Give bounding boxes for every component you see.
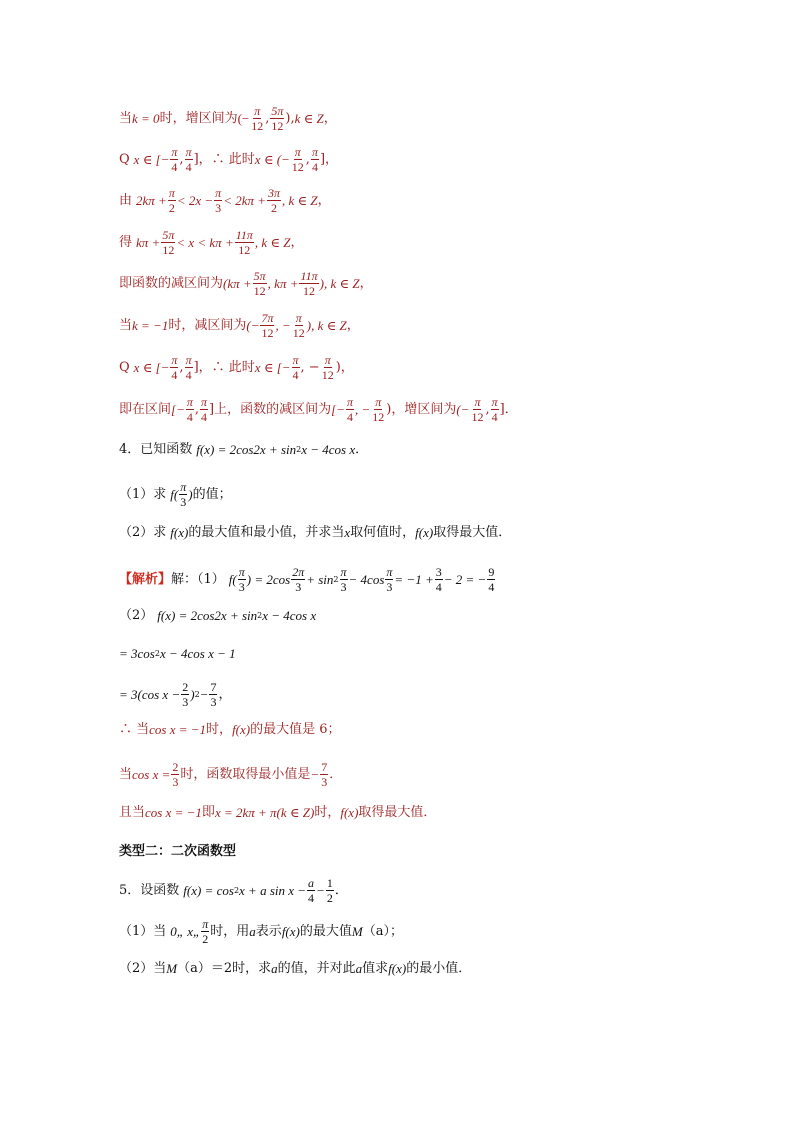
fraction: $\frac{\pi}{3}$ <box>238 565 245 594</box>
math: a <box>355 961 363 976</box>
text: ∴ 当 <box>119 722 150 737</box>
text: 即 <box>201 805 215 820</box>
solution-max <box>119 721 341 739</box>
heading-text: 类型二：二次函数型 <box>119 844 237 859</box>
question-5: 5．设函数 f(x) = cos 2 x + a sin x − $\frac{a}{4}$ − $\frac{1}{2}$ ． <box>119 876 348 905</box>
paren: ) <box>190 686 195 702</box>
text: 当 <box>119 317 133 333</box>
fraction: $\frac{\pi}{12}$ <box>372 395 385 424</box>
comma: , <box>194 401 200 417</box>
fraction: $\frac{\pi}{4}$ <box>292 353 299 382</box>
math-k-eq: k = 0 <box>132 110 160 126</box>
math: f(x) <box>232 722 251 737</box>
fraction: $\frac{3}{4}$ <box>435 565 442 594</box>
punct: ， <box>340 359 354 375</box>
punct: ． <box>329 766 343 782</box>
math: kπ + <box>136 234 161 250</box>
math: x ∈ [− <box>133 359 170 375</box>
text: 时，减区间为 <box>168 317 247 333</box>
fraction: $\frac{7}{3}$ <box>210 680 217 709</box>
math: [− <box>331 401 345 417</box>
solution-step-3: = 3cos 2 x − 4cos x − 1 <box>119 646 236 661</box>
fraction: $\frac{11\pi}{12}$ <box>235 228 253 257</box>
math: f(x) = cos <box>183 882 234 898</box>
text: ，∴ 此时 <box>198 151 255 167</box>
comma: , − <box>300 359 320 375</box>
text: 且当 <box>119 805 146 820</box>
text: 由 <box>119 192 133 208</box>
question-5-part-1 <box>119 918 403 945</box>
fraction: $\frac{\pi}{4}$ <box>171 145 178 174</box>
text: 取得最大值． <box>433 525 512 540</box>
line-domain-check-1 <box>119 146 338 173</box>
punct: ， <box>323 110 337 126</box>
fraction: $\frac{\pi}{2}$ <box>202 917 209 946</box>
fraction: $\frac{2\pi}{3}$ <box>292 565 305 594</box>
math: − <box>310 766 320 782</box>
text: ，∴ 此时 <box>198 359 255 375</box>
fraction: $\frac{\pi}{3}$ <box>215 186 222 215</box>
fraction: $\frac{9}{4}$ <box>488 565 495 594</box>
fraction: $\frac{\pi}{4}$ <box>311 145 318 174</box>
math: ) = 2cos <box>246 571 291 587</box>
comma: , <box>265 110 270 126</box>
math: k ∈ Z <box>294 110 324 126</box>
math: f( <box>228 571 237 587</box>
because-symbol: Q <box>119 151 130 167</box>
because-symbol: Q <box>119 359 130 375</box>
fraction: $\frac{5\pi}{12}$ <box>162 228 175 257</box>
solution-when-max <box>119 804 436 822</box>
fraction: $\frac{\pi}{4}$ <box>201 395 208 424</box>
math: x ∈ [− <box>133 151 170 167</box>
solution-step-4: = 3(cos x − $\frac{2}{3}$ ) 2 − $\frac{7}{3}$ ， <box>119 680 232 709</box>
fraction: $\frac{\pi}{4}$ <box>171 353 178 382</box>
question-number: 5．设函数 <box>119 882 180 898</box>
text: 时， <box>314 805 341 820</box>
punct: ， <box>325 151 339 167</box>
math: k = −1 <box>132 317 169 333</box>
math: ), k ∈ Z <box>306 317 347 333</box>
fraction: $\frac{5\pi}{12}$ <box>271 104 284 133</box>
math: , kπ + <box>267 275 299 291</box>
text: （a）； <box>362 923 403 939</box>
text: 取得最大值． <box>358 805 437 820</box>
fraction: $\frac{\pi}{12}$ <box>251 104 264 133</box>
text: 时， <box>206 722 233 737</box>
text: 即在区间 <box>119 401 172 417</box>
math: − 2 = − <box>443 571 487 587</box>
question-number: 4．已知函数 <box>119 442 193 457</box>
fraction: $\frac{\pi}{12}$ <box>321 353 334 382</box>
question-4: 4．已知函数 f(x) = 2cos2x + sin 2 x − 4cos x ． <box>119 442 369 457</box>
text: 取何值时， <box>350 525 416 540</box>
text: 时，用 <box>210 923 250 939</box>
math: M <box>166 961 178 976</box>
text: （2） <box>119 608 154 623</box>
solution-part-1: 【解析】 解：（1） f( $\frac{\pi}{3}$ ) = 2cos $\frac{2\pi}{3}$ + sin 2 $\frac{\pi}{3}$ − 4cos $\frac{\pi}{3}$ = −1 + $\frac{3}{4}$ − 2 = − $\frac{9}{4}$ <box>119 565 495 594</box>
bracket: ] <box>193 151 199 167</box>
comma: , <box>485 401 490 417</box>
fraction: $\frac{5\pi}{12}$ <box>253 269 266 298</box>
fraction: $\frac{3\pi}{2}$ <box>268 186 281 215</box>
solution-part-2: （2） f(x) = 2cos2x + sin 2 x − 4cos x <box>119 608 317 623</box>
math: f(x) <box>170 525 189 540</box>
math: cos x = <box>132 766 171 782</box>
math: , − <box>354 401 371 417</box>
text: 的最大值是 6； <box>250 722 341 737</box>
text: 表示 <box>255 923 282 939</box>
math: < x < kπ + <box>176 234 234 250</box>
fraction: $\frac{a}{4}$ <box>308 876 315 905</box>
bracket: ) <box>335 359 341 375</box>
math: ), k ∈ Z <box>319 275 360 291</box>
text: 当 <box>119 766 133 782</box>
math: a <box>249 923 256 939</box>
math: , k ∈ Z <box>282 192 318 208</box>
text: （a）＝2时，求 <box>177 961 272 976</box>
math: , − <box>275 317 291 333</box>
text: 的最小值． <box>406 961 472 976</box>
punct: ， <box>346 317 360 333</box>
question-5-part-2 <box>119 960 471 978</box>
math: = −1 + <box>394 571 434 587</box>
paren: ) <box>386 401 392 417</box>
punct: ， <box>218 686 232 702</box>
math: x = 2kπ + π(k ∈ Z) <box>214 805 315 820</box>
punct: ． <box>334 882 348 898</box>
section-heading-type2 <box>119 843 236 861</box>
text: 时，增区间为 <box>159 110 238 126</box>
question-4-part-2 <box>119 524 511 542</box>
fraction: $\frac{\pi}{3}$ <box>340 565 347 594</box>
bracket: ] <box>499 401 505 417</box>
math: − 4cos <box>348 571 385 587</box>
math: 2kπ + <box>136 192 167 208</box>
fraction: $\frac{\pi}{12}$ <box>471 395 484 424</box>
fraction: $\frac{2}{3}$ <box>182 680 189 709</box>
bracket: ] <box>319 151 326 167</box>
math: M <box>351 923 363 939</box>
fraction: $\frac{7}{3}$ <box>321 760 328 789</box>
math: = 3(cos x − <box>119 686 181 702</box>
fraction: $\frac{11\pi}{12}$ <box>300 269 318 298</box>
text: （1）求 <box>119 486 167 502</box>
fraction: $\frac{\pi}{4}$ <box>186 395 193 424</box>
paren: ) <box>188 486 193 502</box>
punct: ， <box>290 234 304 250</box>
text: 的最大值和最小值，并求当 <box>188 525 345 540</box>
math: = 3cos <box>119 646 155 661</box>
comma: , <box>305 151 310 167</box>
math: [− <box>171 401 185 417</box>
text: 值求 <box>362 961 389 976</box>
text: ，增区间为 <box>391 401 457 417</box>
fraction: $\frac{\pi}{4}$ <box>185 145 192 174</box>
math: + sin <box>306 571 334 587</box>
math: (− <box>456 401 470 417</box>
text: （1）当 <box>119 923 167 939</box>
math: x ∈ [− <box>254 359 291 375</box>
math: a <box>271 961 278 976</box>
math: f( <box>170 486 179 502</box>
comma: , <box>179 151 184 167</box>
analysis-tag: 【解析】 <box>119 571 172 587</box>
math: f(x) = 2cos2x + sin <box>157 608 258 623</box>
question-4-part-1 <box>119 481 232 508</box>
text: 的最大值 <box>299 923 352 939</box>
comma: , <box>179 359 184 375</box>
text: 上，函数的减区间为 <box>214 401 332 417</box>
math: x <box>344 525 351 540</box>
punct: ． <box>355 442 369 457</box>
line-k0-increase <box>119 105 337 132</box>
math: < 2kπ + <box>223 192 267 208</box>
math: x − 4cos x − 1 <box>159 646 236 661</box>
math: f(x) <box>281 923 300 939</box>
fraction: $\frac{2}{3}$ <box>172 760 179 789</box>
text: 的值，并对此 <box>277 961 356 976</box>
fraction: $\frac{\pi}{4}$ <box>491 395 498 424</box>
line-domain-check-2 <box>119 354 354 381</box>
math: (− <box>246 317 260 333</box>
paren: ), <box>285 110 295 126</box>
text: （2）当 <box>119 961 167 976</box>
math: 0„ x„ <box>170 923 201 939</box>
text: 即函数的减区间为 <box>119 275 224 291</box>
text: 时，函数取得最小值是 <box>180 766 311 782</box>
fraction: $\frac{\pi}{2}$ <box>168 186 175 215</box>
math: < 2x − <box>176 192 214 208</box>
bracket: ] <box>193 359 199 375</box>
math: f(x) <box>388 961 407 976</box>
math: x − 4cos x <box>301 442 356 457</box>
fraction: $\frac{\pi}{4}$ <box>346 395 353 424</box>
text: 的值； <box>192 486 232 502</box>
fraction: $\frac{\pi}{12}$ <box>292 311 305 340</box>
paren: (− <box>237 110 250 126</box>
math: cos x = −1 <box>145 805 202 820</box>
line-decrease-interval <box>119 270 373 297</box>
math: f(x) <box>415 525 434 540</box>
fraction: $\frac{\pi}{3}$ <box>180 480 187 509</box>
math: f(x) <box>340 805 359 820</box>
math: − <box>199 686 209 702</box>
math: x + a sin x − <box>239 882 307 898</box>
fraction: $\frac{\pi}{4}$ <box>185 353 192 382</box>
fraction: $\frac{\pi}{12}$ <box>291 145 304 174</box>
text: （2）求 <box>119 525 167 540</box>
fraction: $\frac{7\pi}{12}$ <box>261 311 274 340</box>
text: 解：（1） <box>171 571 225 587</box>
math: f(x) = 2cos2x + sin <box>196 442 297 457</box>
punct: ， <box>317 192 331 208</box>
line-conclusion <box>119 396 518 423</box>
line-k-neg1 <box>119 312 360 339</box>
math: x ∈ (− <box>254 151 290 167</box>
fraction: $\frac{\pi}{3}$ <box>386 565 393 594</box>
text: 得 <box>119 234 133 250</box>
line-solve <box>119 229 303 256</box>
math: , k ∈ Z <box>254 234 291 250</box>
fraction: $\frac{1}{2}$ <box>326 876 333 905</box>
bracket: ] <box>209 401 215 417</box>
solution-min <box>119 761 342 788</box>
math: − <box>316 882 325 898</box>
punct: ， <box>359 275 373 291</box>
math: cos x = −1 <box>149 722 207 737</box>
punct: ． <box>504 401 518 417</box>
math: (kπ + <box>223 275 252 291</box>
line-inequality <box>119 187 331 214</box>
text: 当 <box>119 110 133 126</box>
math: x − 4cos x <box>262 608 317 623</box>
